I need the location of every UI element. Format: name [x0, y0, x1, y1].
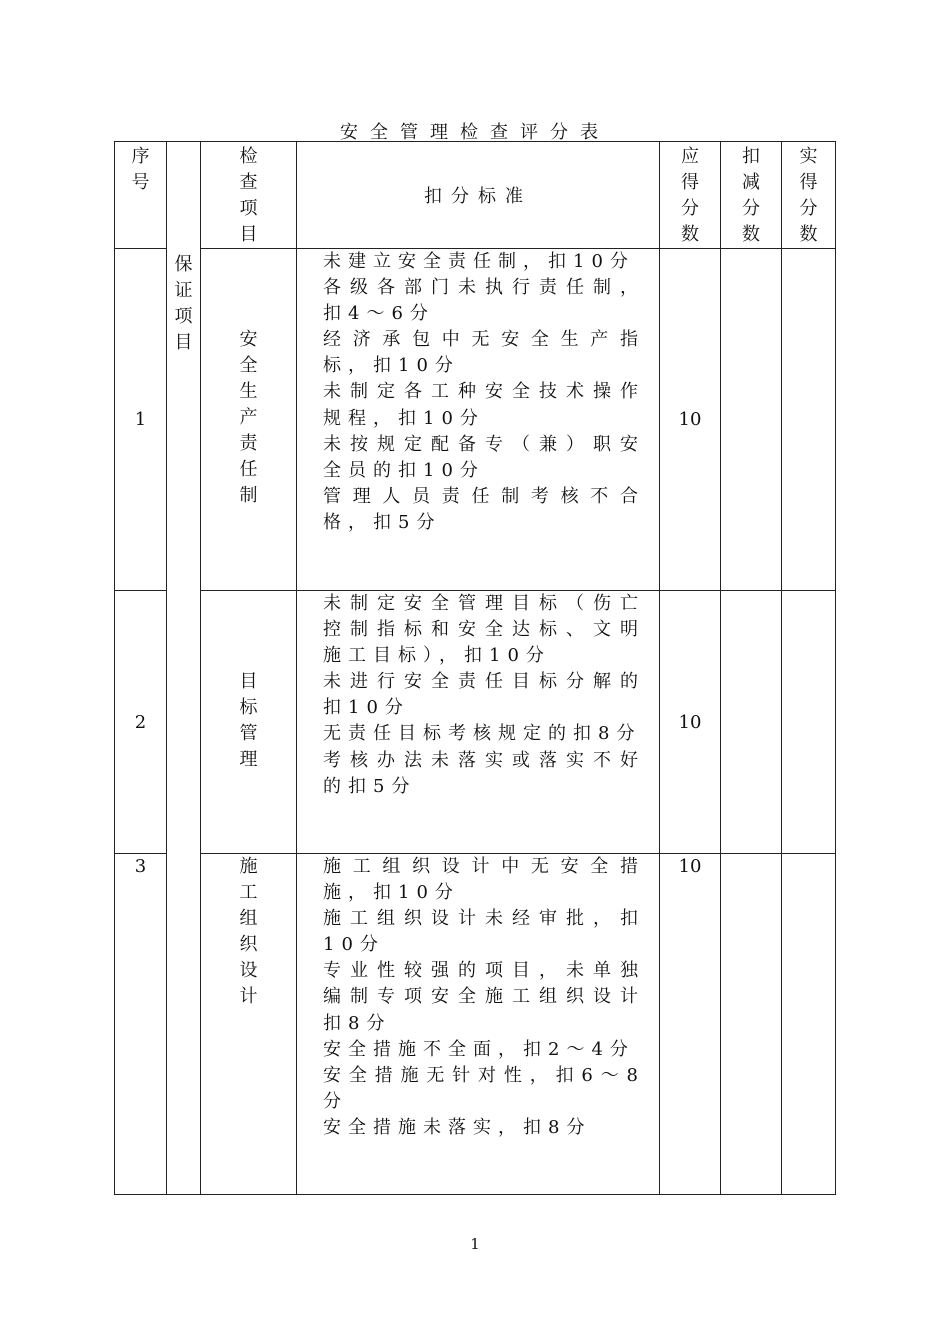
header-row — [115, 142, 836, 249]
row-deducted-points[interactable] — [721, 854, 782, 1195]
criterion: 无责任目标考核规定的扣8分 — [323, 723, 642, 745]
row-deducted-points[interactable] — [721, 249, 782, 591]
criterion: 考核办法未落实或落实不好的扣5分 — [323, 749, 645, 797]
row-criteria — [297, 591, 660, 854]
row-actual-points[interactable] — [782, 591, 836, 854]
criterion: 施工组织设计未经审批，扣10分 — [323, 908, 645, 956]
table-row — [115, 591, 836, 854]
criterion: 安全措施未落实，扣8分 — [323, 1116, 592, 1138]
table-row — [115, 249, 836, 591]
row-item-label: 施 工 组 织 设 计 — [239, 856, 258, 1007]
page-title: 安全管理检查评分表 — [340, 122, 610, 143]
criterion: 未进行安全责任目标分解的扣10分 — [323, 671, 645, 719]
row-item-label: 目 标 管 理 — [239, 671, 258, 770]
row-item — [201, 591, 297, 854]
criterion: 未制定安全管理目标（伤亡控制指标和安全达标、文明施工目标），扣10分 — [323, 593, 645, 667]
row-actual-points[interactable] — [782, 854, 836, 1195]
header-item: 检 查 项 目 — [201, 142, 297, 249]
page-number: 1 — [470, 1235, 480, 1253]
criterion: 未建立安全责任制，扣10分 — [323, 251, 635, 272]
criterion: 安全措施不全面，扣2～4分 — [323, 1038, 635, 1060]
header-due-points: 应 得 分 数 — [660, 142, 721, 249]
header-standard: 扣分标准 — [297, 142, 660, 249]
criterion: 安全措施无针对性，扣6～8分 — [323, 1064, 645, 1112]
criterion: 经济承包中无安全生产指标，扣10分 — [323, 329, 645, 377]
row-deducted-points[interactable] — [721, 591, 782, 854]
criterion: 专业性较强的项目，未单独编制专项安全施工组织设计扣8分 — [323, 960, 645, 1034]
score-table — [114, 141, 836, 1195]
criterion: 未制定各工种安全技术操作规程，扣10分 — [323, 381, 645, 429]
row-number: 2 — [115, 591, 167, 854]
row-due-points: 10 — [660, 854, 721, 1195]
row-due-points: 10 — [660, 249, 721, 591]
row-item — [201, 854, 297, 1195]
row-item-label: 安 全 生 产 责 任 制 — [239, 329, 258, 506]
row-due-points: 10 — [660, 591, 721, 854]
header-deducted-points: 扣 减 分 数 — [721, 142, 782, 249]
row-criteria — [297, 854, 660, 1195]
criterion: 管理人员责任制考核不合格，扣5分 — [323, 485, 645, 533]
header-actual-points: 实 得 分 数 — [782, 142, 836, 249]
header-seq: 序 号 — [115, 142, 167, 249]
row-number: 1 — [115, 249, 167, 591]
category-cell — [167, 142, 201, 1195]
criterion: 各级各部门未执行责任制，扣4～6分 — [323, 277, 645, 325]
criterion: 施工组织设计中无安全措施，扣10分 — [323, 856, 645, 904]
table-row — [115, 854, 836, 1195]
row-number: 3 — [115, 854, 167, 1195]
row-criteria — [297, 249, 660, 591]
criterion: 未按规定配备专（兼）职安全员的扣10分 — [323, 433, 645, 481]
row-item — [201, 249, 297, 591]
category-label: 保 证 项 目 — [174, 254, 193, 353]
row-actual-points[interactable] — [782, 249, 836, 591]
